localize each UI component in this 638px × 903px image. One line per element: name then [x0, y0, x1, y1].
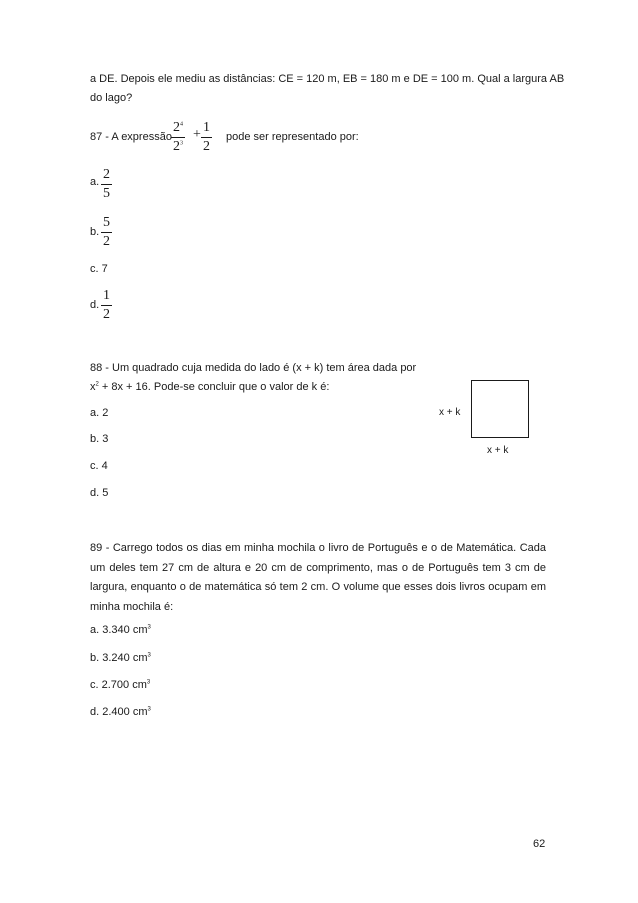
square-side-label-left: x + k — [439, 407, 461, 418]
q89-option-c-exp: 3 — [146, 679, 151, 686]
q88-option-a: a. 2 — [90, 407, 109, 419]
q88-line-2 — [90, 381, 329, 393]
q87-fraction-half — [201, 119, 212, 156]
square-diagram — [471, 380, 529, 438]
q87-half-den: 2 — [203, 139, 210, 154]
q88-option-c: c. 4 — [90, 460, 108, 472]
q89-option-a-text: a. 3.340 cm — [90, 624, 148, 636]
q89-option-d — [90, 706, 151, 718]
q87-exp-den: 3 — [180, 140, 183, 147]
q87-option-b-label: b. — [90, 226, 100, 238]
q89-text: 89 - Carrego todos os dias em minha mochila o livro de Português e o de Matemática. Cada um deles tem 27 cm de altura e 20 cm de comprimento, mas o de Português tem 3 cm de largura, enquanto o de matemática só tem 2 cm. O volume que esses dois livros ocupam em minha mochila é: — [90, 542, 546, 613]
q87-option-a-den: 5 — [103, 186, 110, 201]
q87-base-den: 2 — [173, 139, 180, 154]
q88-line-1: 88 - Um quadrado cuja medida do lado é (x + k) tem área dada por — [90, 362, 417, 374]
q89-option-d-exp: 3 — [147, 706, 151, 713]
q88-option-d: d. 5 — [90, 487, 109, 499]
q87-option-a-num: 2 — [103, 167, 110, 182]
q88-option-b: b. 3 — [90, 433, 109, 445]
page-number: 62 — [533, 838, 546, 850]
q87-plus-sign: + — [193, 127, 201, 142]
q88-x: x — [90, 381, 96, 393]
q87-base-num: 2 — [173, 120, 180, 135]
q88-line-2-rest: + 8x + 16. Pode-se concluir que o valor de k é: — [98, 381, 330, 393]
q89-option-c — [90, 679, 150, 691]
q89-option-b — [90, 652, 151, 664]
intro-line-2: do lago? — [90, 92, 133, 104]
q87-option-d-num: 1 — [103, 288, 110, 303]
q87-option-b-num: 5 — [103, 215, 110, 230]
q87-exp-num: 4 — [180, 121, 183, 128]
q87-option-d-label: d. — [90, 299, 100, 311]
q89-option-a-exp: 3 — [147, 624, 151, 631]
q87-fraction-powers — [171, 119, 185, 156]
q87-option-a-fraction — [101, 166, 112, 203]
q89-option-b-text: b. 3.240 cm — [90, 652, 148, 664]
q87-option-a-label: a. — [90, 176, 100, 188]
intro-line-1: a DE. Depois ele mediu as distâncias: CE = 120 m, EB = 180 m e DE = 100 m. Qual a largura AB — [90, 73, 565, 85]
q89-option-b-exp: 3 — [147, 652, 151, 659]
square-side-label-bottom: x + k — [487, 445, 509, 456]
q87-option-d-fraction — [101, 287, 112, 324]
q87-prefix: 87 - A expressão — [90, 131, 172, 143]
q89-option-c-text: c. 2.700 cm — [90, 679, 147, 691]
q88-exponent: 2 — [95, 381, 99, 388]
q89-option-a — [90, 624, 151, 636]
q89-option-d-text: d. 2.400 cm — [90, 706, 148, 718]
q87-option-c: c. 7 — [90, 263, 108, 275]
q87-suffix: pode ser representado por: — [226, 131, 359, 143]
q87-half-num: 1 — [203, 120, 210, 135]
q87-option-b-fraction — [101, 214, 112, 251]
q87-option-d-den: 2 — [103, 307, 110, 322]
q87-option-b-den: 2 — [103, 234, 110, 249]
